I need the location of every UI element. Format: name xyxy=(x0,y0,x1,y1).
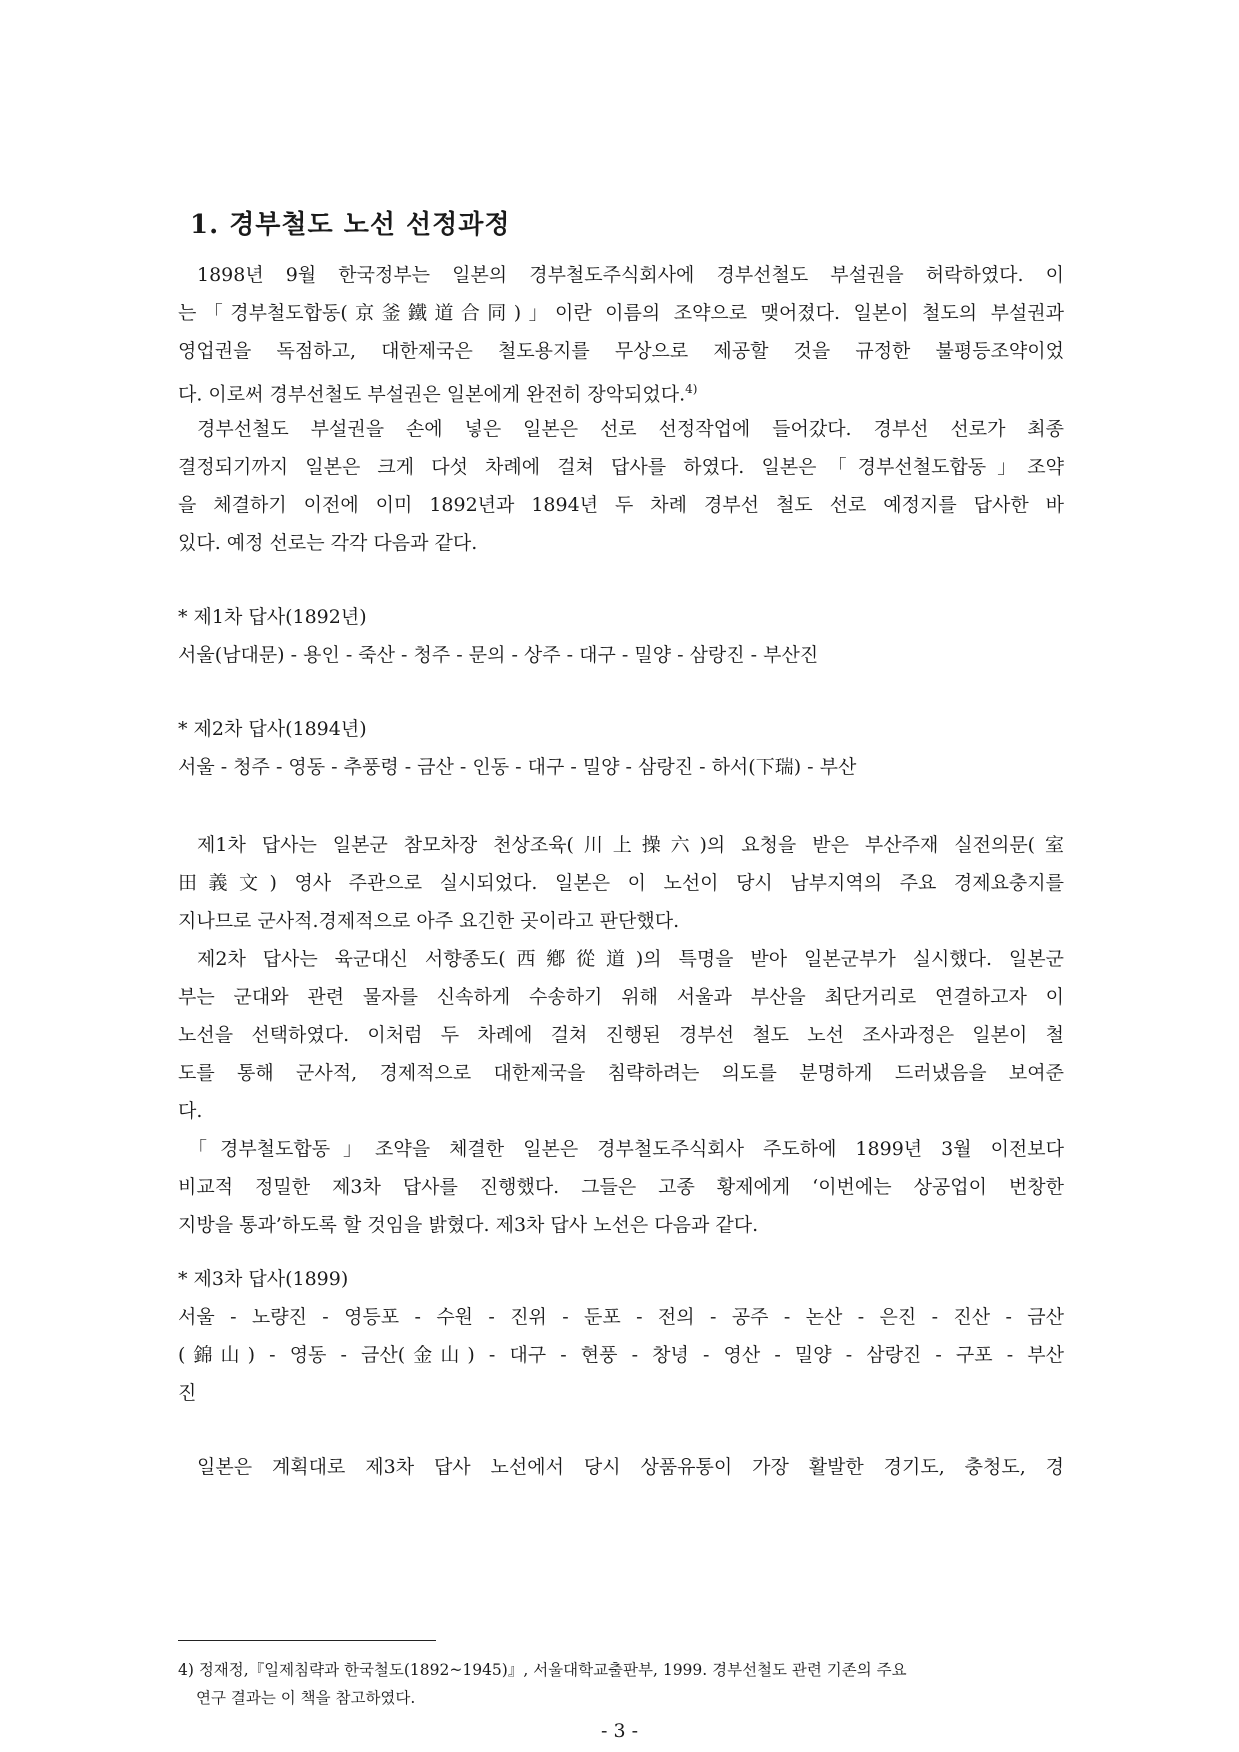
text-line: 는「경부철도합동(京釜鐵道合同)」이란 이름의 조약으로 맺어졌다. 일본이 철도의 부설권과 xyxy=(178,302,1064,324)
text-line: 제1차 답사는 일본군 참모차장 천상조육(川上操六)의 요청을 받은 부산주재 실전의문(室 xyxy=(197,834,1064,856)
page-number: - 3 - xyxy=(600,1720,638,1742)
text-line: 영업권을 독점하고, 대한제국은 철도용지를 무상으로 제공할 것을 규정한 불평등조약이었 xyxy=(178,340,1064,362)
text-line: 1898년 9월 한국정부는 일본의 경부철도주식회사에 경부선철도 부설권을 허락하였다. 이 xyxy=(197,264,1064,286)
paragraph-1 xyxy=(178,256,1064,413)
text-line: 있다. 예정 선로는 각각 다음과 같다. xyxy=(178,532,478,554)
text-line: 노선을 선택하였다. 이처럼 두 차례에 걸쳐 진행된 경부선 철도 노선 조사과정은 일본이 철 xyxy=(178,1024,1064,1046)
survey-2-label: * 제2차 답사(1894년) xyxy=(178,718,367,740)
section-title: 1. 경부철도 노선 선정과정 xyxy=(190,210,511,240)
survey-3-route xyxy=(178,1298,1064,1412)
text-line: 지방을 통과’하도록 할 것임을 밝혔다. 제3차 답사 노선은 다음과 같다. xyxy=(178,1214,759,1236)
survey-2-route: 서울 - 청주 - 영동 - 추풍령 - 금산 - 인동 - 대구 - 밀양 - 삼랑진 - 하서(下瑞) - 부산 xyxy=(178,756,857,778)
footnote-line: 4) 정재정,『일제침략과 한국철도(1892~1945)』, 서울대학교출판부, 1999. 경부선철도 관련 기존의 주요 xyxy=(178,1661,907,1679)
text-line: 비교적 정밀한 제3차 답사를 진행했다. 그들은 고종 황제에게 ‘이번에는 상공업이 번창한 xyxy=(178,1176,1064,1198)
footnote xyxy=(178,1656,1064,1712)
paragraph-6 xyxy=(178,1448,1064,1486)
text-line: 서울 - 노량진 - 영등포 - 수원 - 진위 - 둔포 - 전의 - 공주 - 논산 - 은진 - 진산 - 금산 xyxy=(178,1306,1064,1328)
text-fragment: 다. 이로써 경부선철도 부설권은 일본에게 완전히 장악되었다. xyxy=(178,383,686,406)
text-line: 도를 통해 군사적, 경제적으로 대한제국을 침략하려는 의도를 분명하게 드러냈음을 보여준 xyxy=(178,1062,1064,1084)
footnote-ref: 4) xyxy=(685,382,698,396)
paragraph-4 xyxy=(178,940,1064,1130)
text-line xyxy=(178,370,1064,413)
text-line: 부는 군대와 관련 물자를 신속하게 수송하기 위해 서울과 부산을 최단거리로 연결하고자 이 xyxy=(178,986,1064,1008)
text-line: (錦山) - 영동 - 금산(金山) - 대구 - 현풍 - 창녕 - 영산 - 밀양 - 삼랑진 - 구포 - 부산 xyxy=(178,1344,1064,1366)
paragraph-3 xyxy=(178,826,1064,940)
text-line: 결정되기까지 일본은 크게 다섯 차례에 걸쳐 답사를 하였다. 일본은「경부선철도합동」조약 xyxy=(178,456,1064,478)
text-line: 을 체결하기 이전에 이미 1892년과 1894년 두 차례 경부선 철도 선로 예정지를 답사한 바 xyxy=(178,494,1064,516)
survey-3-label: * 제3차 답사(1899) xyxy=(178,1268,349,1290)
text-line: 다. xyxy=(178,1100,203,1122)
text-line: 제2차 답사는 육군대신 서향종도(西鄕從道)의 특명을 받아 일본군부가 실시했다. 일본군 xyxy=(197,948,1064,970)
survey-1-route: 서울(남대문) - 용인 - 죽산 - 청주 - 문의 - 상주 - 대구 - 밀양 - 삼랑진 - 부산진 xyxy=(178,644,819,666)
paragraph-5 xyxy=(178,1130,1064,1244)
text-line: 경부선철도 부설권을 손에 넣은 일본은 선로 선정작업에 들어갔다. 경부선 선로가 최종 xyxy=(197,418,1064,440)
text-line: 지나므로 군사적.경제적으로 아주 요긴한 곳이라고 판단했다. xyxy=(178,910,680,932)
text-line: 田義文) 영사 주관으로 실시되었다. 일본은 이 노선이 당시 남부지역의 주요 경제요충지를 xyxy=(178,872,1064,894)
footnote-line: 연구 결과는 이 책을 참고하였다. xyxy=(196,1689,416,1707)
survey-1-label: * 제1차 답사(1892년) xyxy=(178,606,367,628)
text-line: 일본은 계획대로 제3차 답사 노선에서 당시 상품유통이 가장 활발한 경기도, 충청도, 경 xyxy=(197,1456,1064,1478)
text-line: 「경부철도합동」조약을 체결한 일본은 경부철도주식회사 주도하에 1899년 3월 이전보다 xyxy=(188,1138,1064,1160)
footnote-divider xyxy=(178,1640,436,1641)
paragraph-2 xyxy=(178,410,1064,562)
text-line: 진 xyxy=(178,1382,197,1404)
